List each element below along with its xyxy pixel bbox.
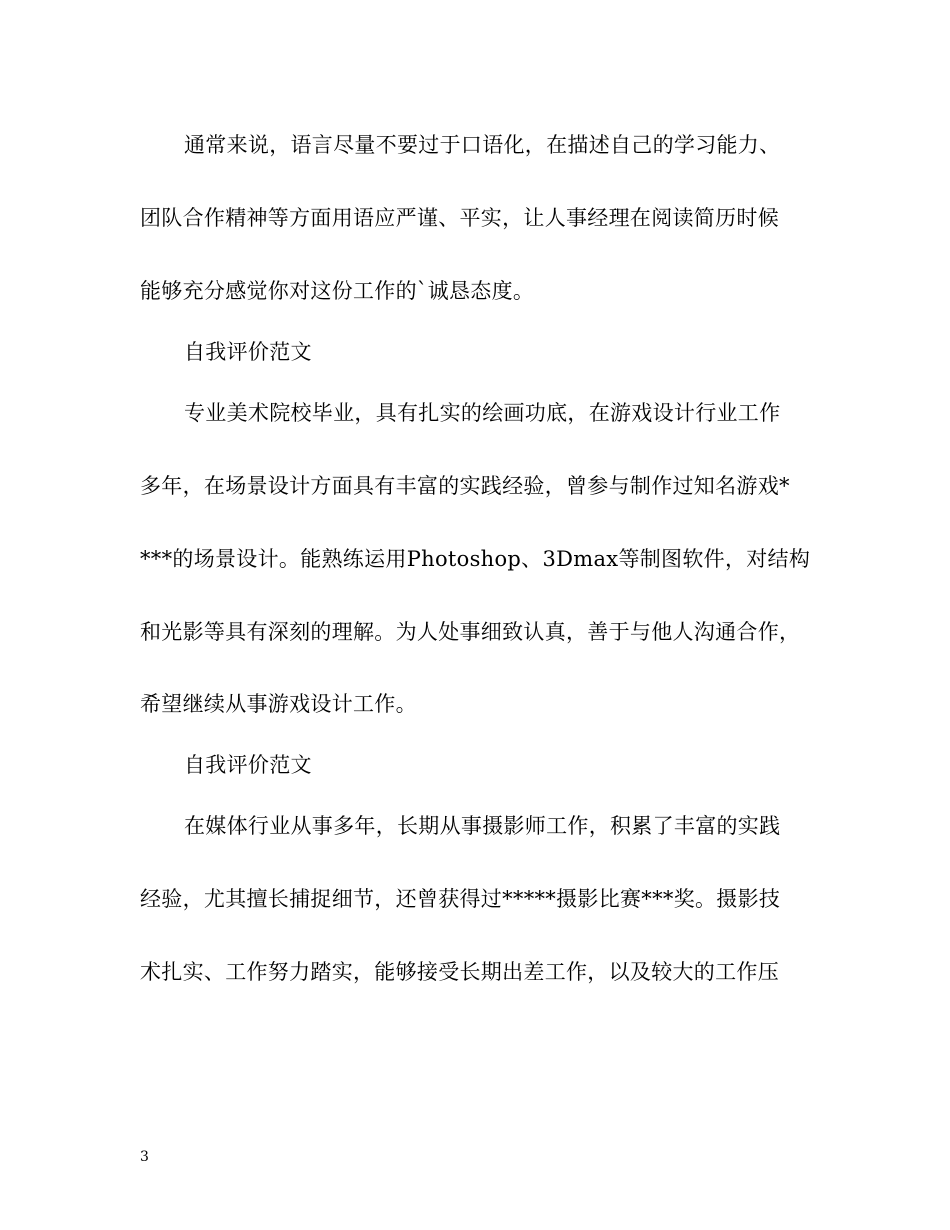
paragraph-line: 经验，尤其擅长捕捉细节，还曾获得过*****摄影比赛***奖。摄影技 xyxy=(140,887,781,911)
paragraph-line: 在媒体行业从事多年，长期从事摄影师工作，积累了丰富的实践 xyxy=(184,814,781,838)
paragraph-line: ***的场景设计。能熟练运用Photoshop、3Dmax等制图软件，对结构 xyxy=(140,547,811,571)
section-heading: 自我评价范文 xyxy=(184,340,312,364)
paragraph-line: 术扎实、工作努力踏实，能够接受长期出差工作，以及较大的工作压 xyxy=(140,960,779,984)
paragraph-line: 和光影等具有深刻的理解。为人处事细致认真，善于与他人沟通合作， xyxy=(140,620,801,644)
paragraph-line: 能够充分感觉你对这份工作的`诚恳态度。 xyxy=(140,279,535,303)
page-number: 3 xyxy=(140,1149,149,1165)
paragraph-line: 通常来说，语言尽量不要过于口语化，在描述自己的学习能力、 xyxy=(184,133,781,157)
paragraph-line: 团队合作精神等方面用语应严谨、平实，让人事经理在阅读简历时候 xyxy=(140,206,779,230)
paragraph-line: 希望继续从事游戏设计工作。 xyxy=(140,692,417,716)
paragraph-line: 多年，在场景设计方面具有丰富的实践经验，曾参与制作过知名游戏* xyxy=(140,474,790,498)
section-heading: 自我评价范文 xyxy=(184,753,312,777)
paragraph-line: 专业美术院校毕业，具有扎实的绘画功底，在游戏设计行业工作 xyxy=(184,401,781,425)
